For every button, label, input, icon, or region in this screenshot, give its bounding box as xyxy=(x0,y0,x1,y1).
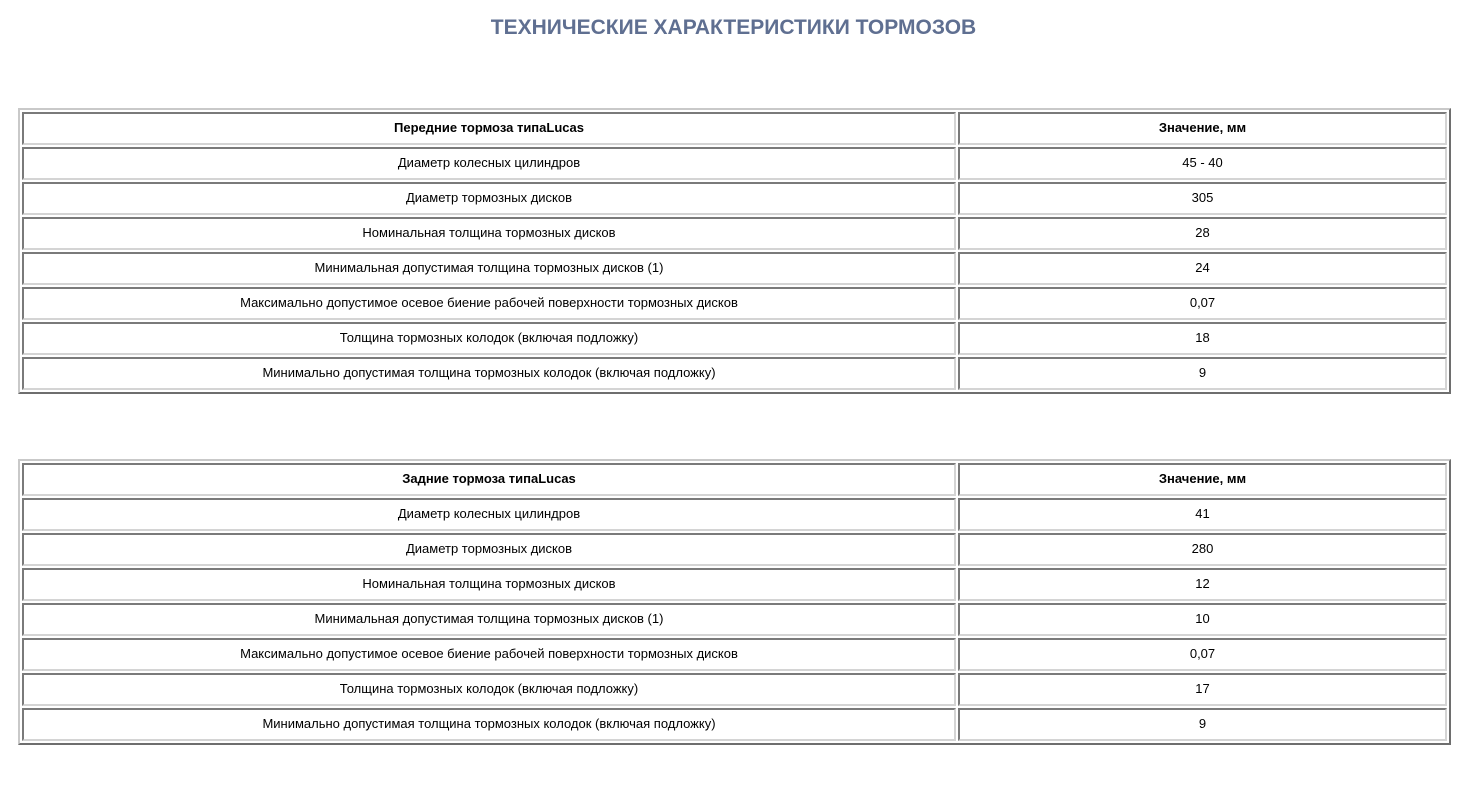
param-value-cell: 24 xyxy=(958,252,1447,285)
param-value-cell: 45 - 40 xyxy=(958,147,1447,180)
param-name-cell: Минимальная допустимая толщина тормозных дисков (1) xyxy=(22,603,956,636)
param-value-cell: 18 xyxy=(958,322,1447,355)
table-header-row xyxy=(22,112,1447,145)
table-row xyxy=(22,498,1447,531)
param-value-cell: 10 xyxy=(958,603,1447,636)
table-row xyxy=(22,638,1447,671)
param-value-cell: 28 xyxy=(958,217,1447,250)
param-value-cell: 9 xyxy=(958,708,1447,741)
param-name-cell: Диаметр тормозных дисков xyxy=(22,533,956,566)
table-row xyxy=(22,182,1447,215)
table-header-row xyxy=(22,463,1447,496)
param-value-cell: 305 xyxy=(958,182,1447,215)
front-brakes-table xyxy=(18,108,1451,394)
header-value-cell: Значение, мм xyxy=(958,463,1447,496)
param-value-cell: 9 xyxy=(958,357,1447,390)
header-name-cell: Передние тормоза типаLucas xyxy=(22,112,956,145)
table-row xyxy=(22,287,1447,320)
param-name-cell: Толщина тормозных колодок (включая подложку) xyxy=(22,322,956,355)
param-value-cell: 0,07 xyxy=(958,638,1447,671)
param-name-cell: Минимальная допустимая толщина тормозных дисков (1) xyxy=(22,252,956,285)
rear-brakes-table xyxy=(18,459,1451,745)
param-value-cell: 0,07 xyxy=(958,287,1447,320)
table-row xyxy=(22,708,1447,741)
page-title: ТЕХНИЧЕСКИЕ ХАРАКТЕРИСТИКИ ТОРМОЗОВ xyxy=(490,16,977,39)
table-row xyxy=(22,673,1447,706)
header-value-cell: Значение, мм xyxy=(958,112,1447,145)
table-row xyxy=(22,533,1447,566)
param-name-cell: Толщина тормозных колодок (включая подложку) xyxy=(22,673,956,706)
param-value-cell: 17 xyxy=(958,673,1447,706)
param-name-cell: Номинальная толщина тормозных дисков xyxy=(22,568,956,601)
table-row xyxy=(22,252,1447,285)
param-name-cell: Минимально допустимая толщина тормозных колодок (включая подложку) xyxy=(22,357,956,390)
param-name-cell: Диаметр колесных цилиндров xyxy=(22,498,956,531)
param-name-cell: Диаметр тормозных дисков xyxy=(22,182,956,215)
table-row xyxy=(22,603,1447,636)
param-value-cell: 41 xyxy=(958,498,1447,531)
header-name-cell: Задние тормоза типаLucas xyxy=(22,463,956,496)
param-name-cell: Номинальная толщина тормозных дисков xyxy=(22,217,956,250)
table-row xyxy=(22,568,1447,601)
param-name-cell: Максимально допустимое осевое биение рабочей поверхности тормозных дисков xyxy=(22,638,956,671)
table-row xyxy=(22,217,1447,250)
param-name-cell: Диаметр колесных цилиндров xyxy=(22,147,956,180)
param-name-cell: Минимально допустимая толщина тормозных колодок (включая подложку) xyxy=(22,708,956,741)
table-row xyxy=(22,357,1447,390)
param-value-cell: 12 xyxy=(958,568,1447,601)
table-row xyxy=(22,322,1447,355)
param-value-cell: 280 xyxy=(958,533,1447,566)
param-name-cell: Максимально допустимое осевое биение рабочей поверхности тормозных дисков xyxy=(22,287,956,320)
table-row xyxy=(22,147,1447,180)
